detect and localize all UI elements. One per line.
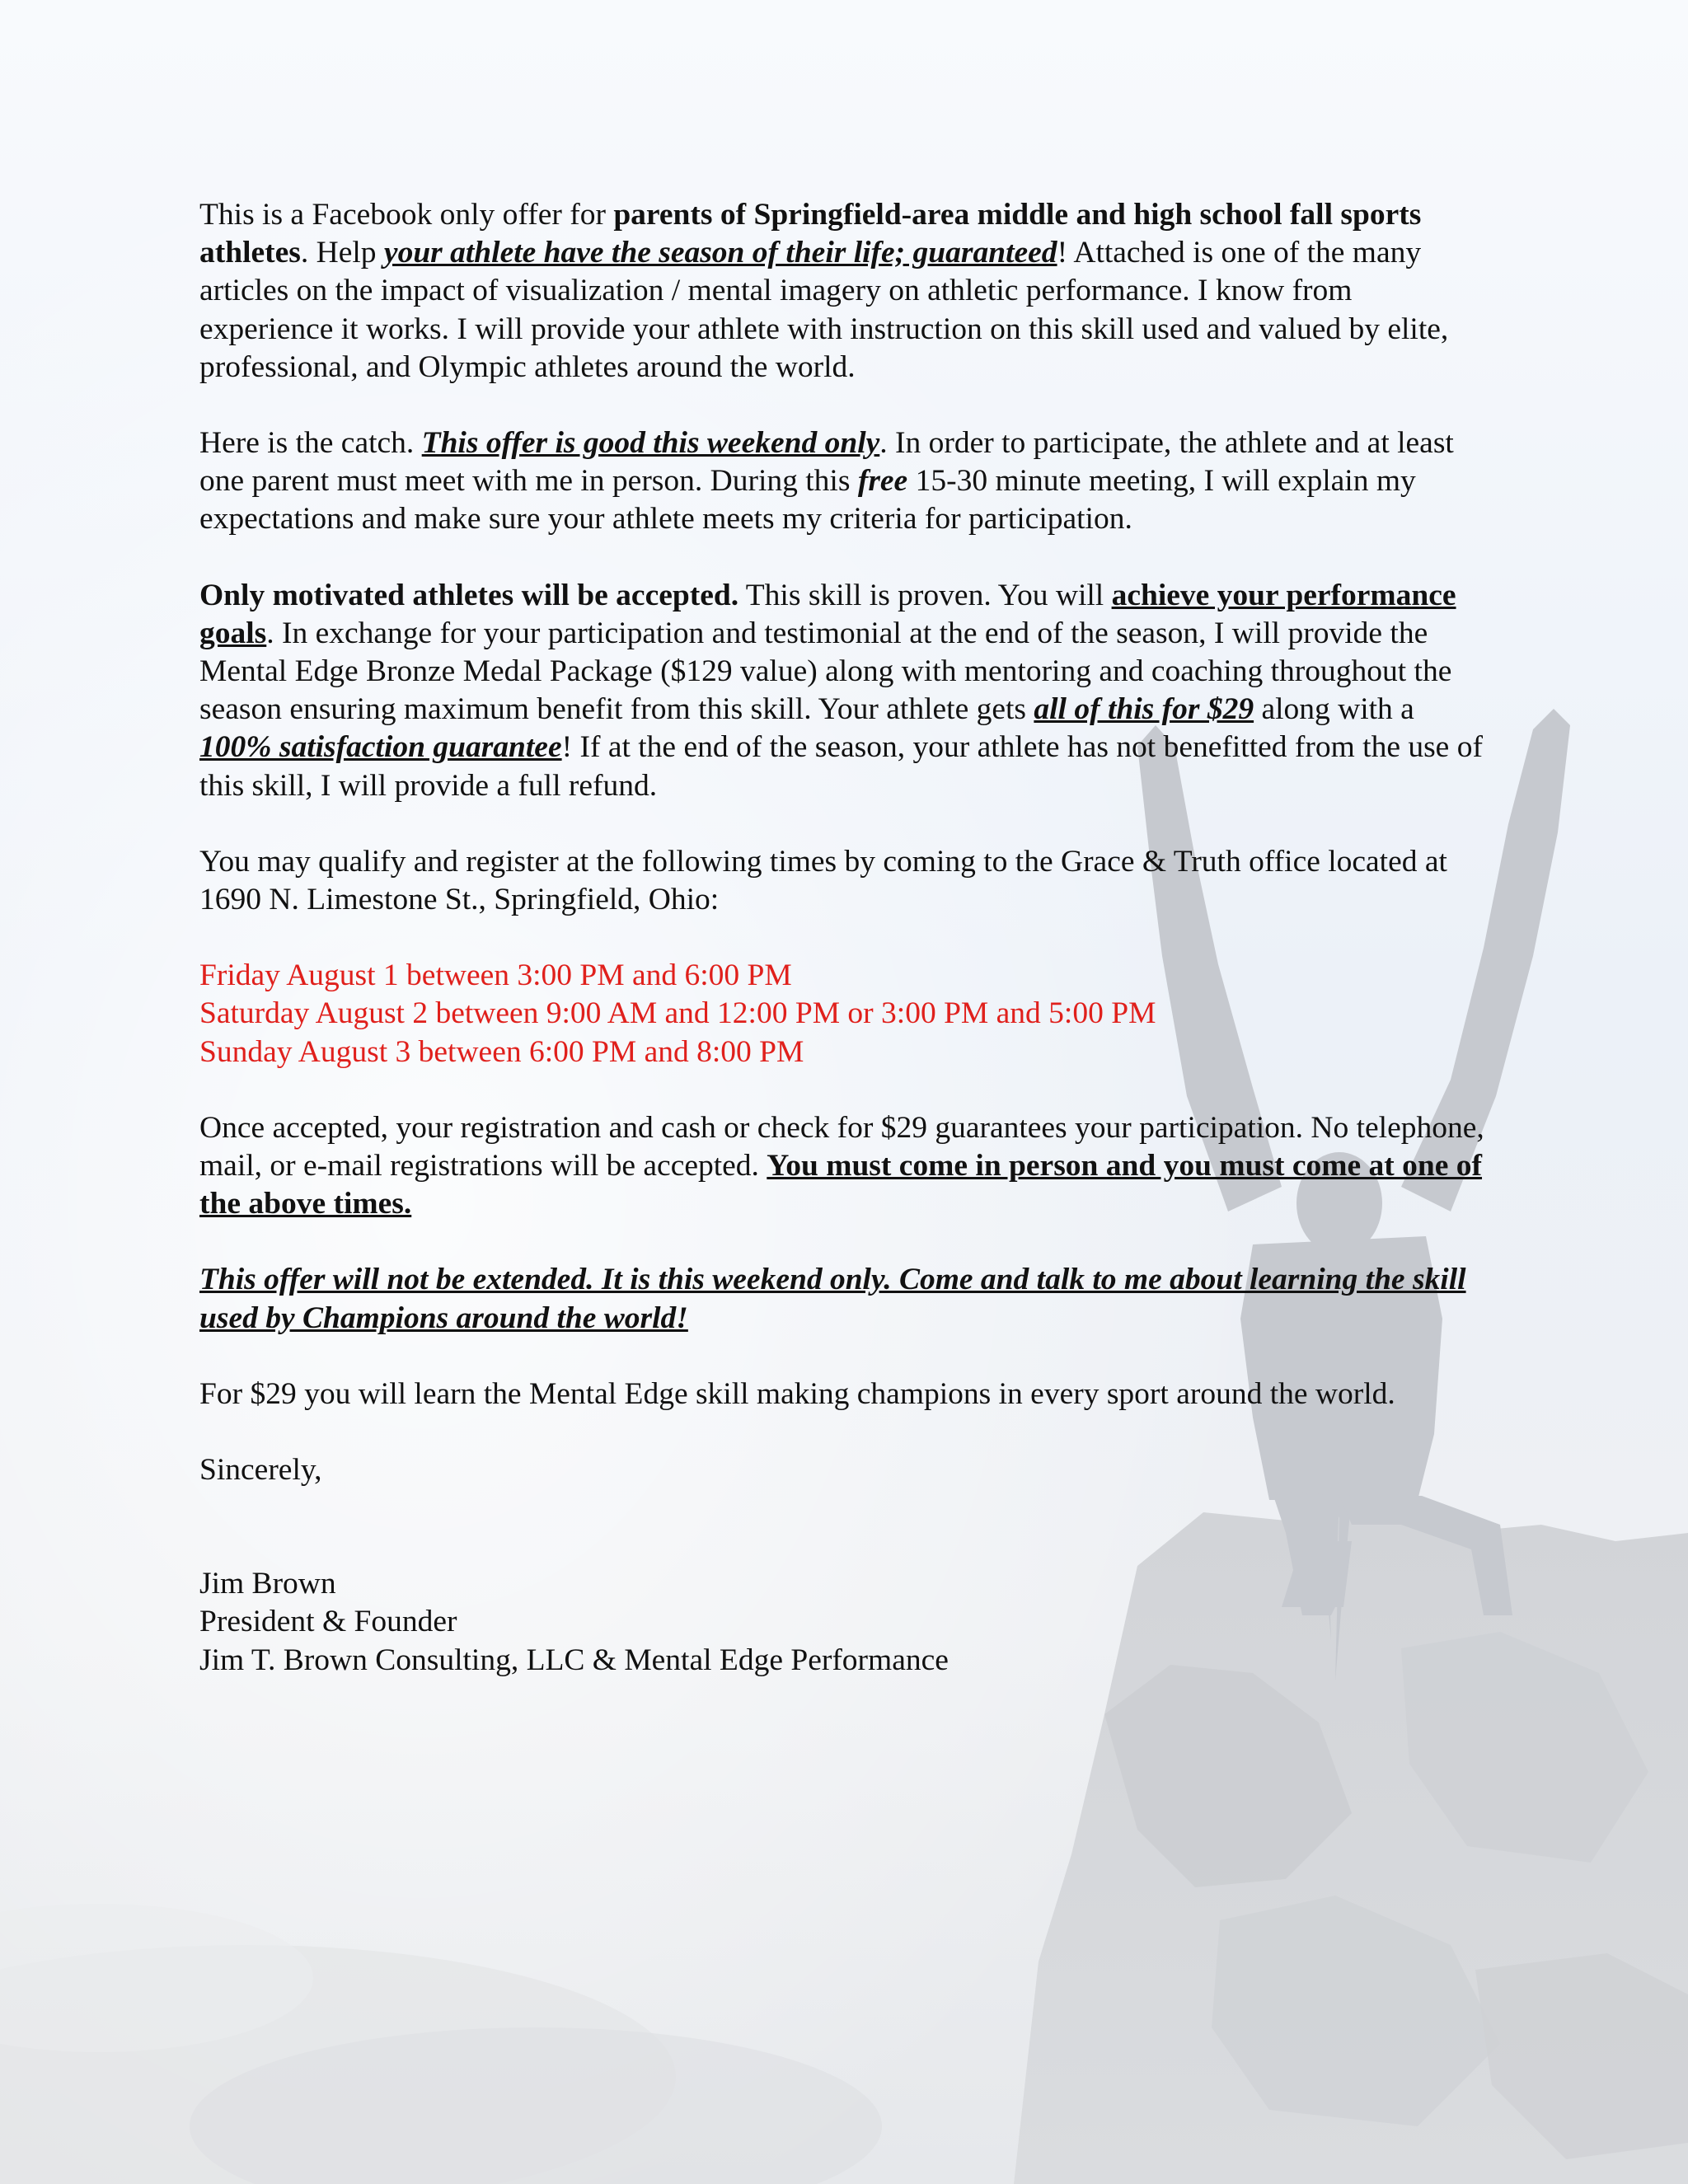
intro-text-1: This is a Facebook only offer for	[199, 198, 614, 232]
offer-text-4: ! If at the end of the season, your athlete has not benefitted from the use of this skill, I will provide a full refund.	[199, 730, 1483, 803]
signature-gap	[199, 1527, 1493, 1565]
schedule-item-friday: Friday August 1 between 3:00 PM and 6:00 PM	[199, 958, 792, 993]
catch-emphasis-weekend: This offer is good this weekend only	[421, 426, 880, 461]
paragraph-registration	[199, 1109, 1493, 1224]
paragraph-summary: For $29 you will learn the Mental Edge skill making champions in every sport around the world.	[199, 1376, 1395, 1411]
signature-name: Jim Brown	[199, 1567, 336, 1601]
registration-text-1: Once accepted, your registration and cash or check for $29 guarantees your participation. No telephone, mail, or e-mail registrations will be accepted.	[199, 1110, 1484, 1183]
paragraph-not-extended: This offer will not be extended. It is this weekend only. Come and talk to me about learning the skill used by Champions around the world!	[199, 1263, 1466, 1335]
signature-title: President & Founder	[199, 1605, 457, 1639]
catch-text-3: 15-30 minute meeting, I will explain my expectations and make sure your athlete meets my criteria for participation.	[199, 464, 1416, 537]
offer-emphasis-goals: achieve your performance goals	[199, 578, 1456, 650]
catch-text-2: . In order to participate, the athlete and at least one parent must meet with me in person. During this	[199, 426, 1454, 499]
paragraph-location: You may qualify and register at the following times by coming to the Grace & Truth office located at 1690 N. Limestone St., Springfield, Ohio:	[199, 844, 1447, 917]
offer-text-3: along with a	[1254, 692, 1414, 727]
intro-text-3: ! Attached is one of the many articles on the impact of visualization / mental imagery on athletic performance. I know from experience it works. I will provide your athlete with instruction on this skill used and valued by elite, professional, and Olympic athletes around the world.	[199, 236, 1449, 384]
signature-block	[199, 1565, 1493, 1680]
catch-emphasis-free: free	[857, 464, 908, 499]
offer-bold-motivated: Only motivated athletes will be accepted.	[199, 578, 739, 612]
offer-text-1: This skill is proven. You will	[738, 578, 1112, 612]
intro-text-2: . Help	[300, 236, 384, 270]
schedule-list	[199, 957, 1493, 1071]
paragraph-intro	[199, 196, 1493, 387]
intro-bold-audience: parents of Springfield-area middle and high school fall sports athletes	[199, 198, 1422, 270]
intro-emphasis-guarantee: your athlete have the season of their life; guaranteed	[383, 236, 1057, 270]
offer-emphasis-price: all of this for $29	[1034, 692, 1254, 727]
paragraph-offer	[199, 577, 1493, 805]
registration-emphasis-in-person: You must come in person and you must come at one of the above times.	[199, 1149, 1483, 1221]
letter-body	[199, 196, 1493, 1718]
offer-emphasis-satisfaction: 100% satisfaction guarantee	[199, 730, 562, 765]
catch-text-1: Here is the catch.	[199, 426, 422, 461]
paragraph-catch	[199, 424, 1493, 539]
closing: Sincerely,	[199, 1453, 322, 1488]
schedule-item-sunday: Sunday August 3 between 6:00 PM and 8:00 PM	[199, 1034, 804, 1069]
offer-text-2: . In exchange for your participation and testimonial at the end of the season, I will provide the Mental Edge Bronze Medal Package ($129 value) along with mentoring and coaching throughout the season ensuring maximum benefit from this skill. Your athlete gets	[199, 616, 1452, 727]
schedule-item-saturday: Saturday August 2 between 9:00 AM and 12:00 PM or 3:00 PM and 5:00 PM	[199, 996, 1156, 1031]
signature-company: Jim T. Brown Consulting, LLC & Mental Edge Performance	[199, 1643, 949, 1677]
